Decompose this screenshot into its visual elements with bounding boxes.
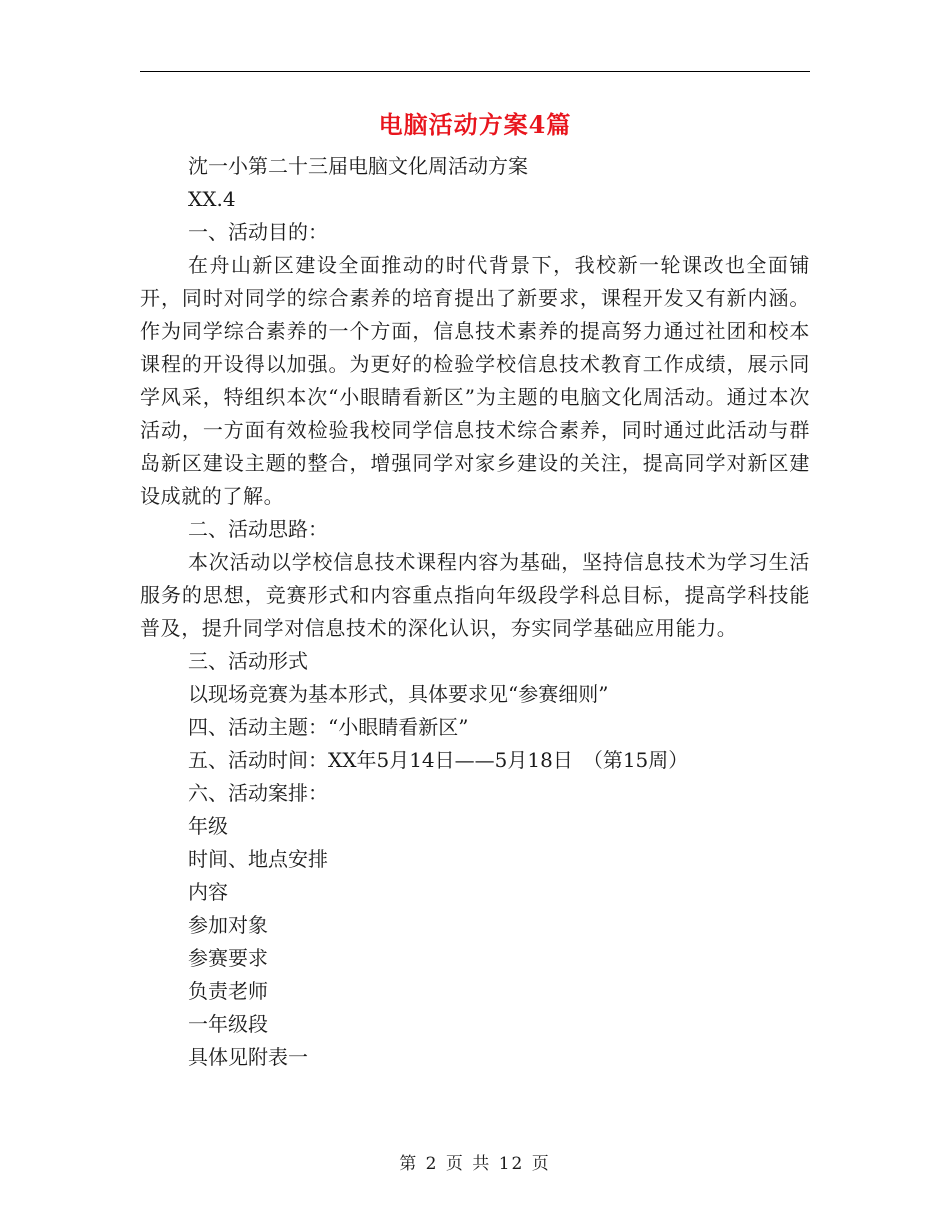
table-cell-teacher: 负责老师 <box>188 979 268 1003</box>
section-1-paragraph: 在舟山新区建设全面推动的时代背景下，我校新一轮课改也全面铺开，同时对同学的综合素养的培育提出了新要求，课程开发又有新内涵。作为同学综合素养的一个方面，信息技术素养的提高努力通过社团和校本课程的开设得以加强。为更好的检验学校信息技术教育工作成绩，展示同学风采，特组织本次“小眼睛看新区”为主题的电脑文化周活动。通过本次活动，一方面有效检验我校同学信息技术综合素养，同时通过此活动与群岛新区建设主题的整合，增强同学对家乡建设的关注，提高同学对新区建设成就的了解。 <box>140 253 810 508</box>
section-6-heading: 六、活动案排： <box>188 781 328 805</box>
page-number-footer: 第 2 页 共 12 页 <box>399 1154 551 1174</box>
table-cell-requirements: 参赛要求 <box>188 946 268 970</box>
section-2-heading: 二、活动思路： <box>188 517 328 541</box>
document-title: 电脑活动方案4篇 <box>378 110 572 139</box>
section-2-paragraph: 本次活动以学校信息技术课程内容为基础，坚持信息技术为学习生活服务的思想，竞赛形式和内容重点指向年级段学科总目标，提高学科技能普及，提升同学对信息技术的深化认识，夯实同学基础应用能力。 <box>140 550 810 640</box>
section-1-heading: 一、活动目的： <box>188 220 328 244</box>
section-4-text: 四、活动主题：“小眼睛看新区” <box>188 715 469 739</box>
section-3-heading: 三、活动形式 <box>188 649 308 673</box>
subtitle: 沈一小第二十三届电脑文化周活动方案 <box>188 154 528 178</box>
date-line: XX.4 <box>188 187 236 211</box>
table-cell-participants: 参加对象 <box>188 913 268 937</box>
section-3-text: 以现场竞赛为基本形式，具体要求见“参赛细则” <box>188 682 609 706</box>
table-cell-time-place: 时间、地点安排 <box>188 847 328 871</box>
table-cell-see-appendix: 具体见附表一 <box>188 1045 308 1069</box>
table-cell-grade-one: 一年级段 <box>188 1012 268 1036</box>
table-cell-content: 内容 <box>188 880 228 904</box>
table-cell-grade: 年级 <box>188 814 228 838</box>
document-body <box>140 150 810 1074</box>
section-5-text: 五、活动时间：XX年5月14日——5月18日 （第15周） <box>188 748 689 772</box>
header-rule <box>140 71 810 72</box>
